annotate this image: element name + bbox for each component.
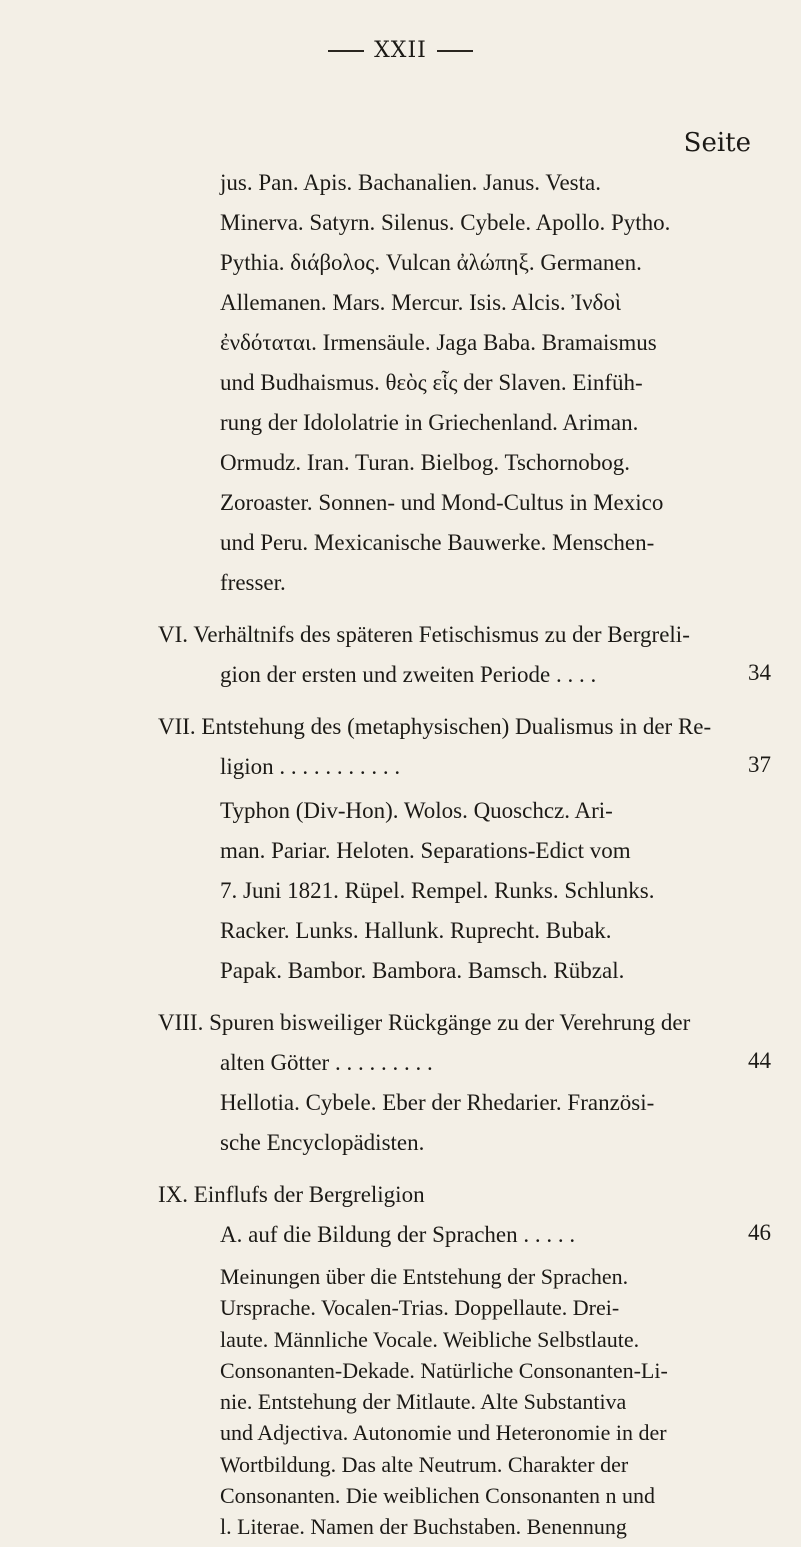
text-line: und Adjectiva. Autonomie und Heteronomie in der: [220, 1420, 667, 1445]
text-line: Zoroaster. Sonnen- und Mond-Cultus in Mexico: [220, 490, 664, 515]
text-line: rung der Idololatrie in Griechenland. Ariman.: [220, 410, 639, 435]
page-number: 34: [748, 660, 771, 685]
section-heading-vii: VII. Entstehung des (metaphysischen) Dualismus in der Re-: [158, 714, 712, 739]
text-line: und Budhaismus. θεὸς εἷς der Slaven. Einfüh-: [220, 370, 643, 395]
text-line: ἐνδόταται. Irmensäule. Jaga Baba. Bramaismus: [220, 330, 657, 355]
text-line: und Peru. Mexicanische Bauwerke. Menschen-: [220, 530, 655, 555]
page-header: [0, 38, 801, 63]
text-line: Minerva. Satyrn. Silenus. Cybele. Apollo. Pytho.: [220, 210, 671, 235]
header-rule-right: [437, 50, 473, 52]
seite-label: Seite: [683, 128, 751, 158]
text-line: Typhon (Div-Hon). Wolos. Quoschcz. Ari-: [220, 798, 613, 823]
text-line: ligion . . . . . . . . . . .: [220, 754, 401, 779]
page-number: 37: [748, 752, 771, 777]
text-line: Wortbildung. Das alte Neutrum. Charakter der: [220, 1452, 629, 1477]
text-line: l. Literae. Namen der Buchstaben. Benennung: [220, 1514, 627, 1539]
text-line: laute. Männliche Vocale. Weibliche Selbstlaute.: [220, 1327, 640, 1352]
page-number: 44: [748, 1048, 771, 1073]
section-heading-vi: VI. Verhältnifs des späteren Fetischismus zu der Bergreli-: [158, 622, 690, 647]
text-line: nie. Entstehung der Mitlaute. Alte Substantiva: [220, 1389, 627, 1414]
section-heading-viii: VIII. Spuren bisweiliger Rückgänge zu der Verehrung der: [158, 1010, 691, 1035]
text-line: Hellotia. Cybele. Eber der Rhedarier. Französi-: [220, 1090, 655, 1115]
text-line: A. auf die Bildung der Sprachen . . . . .: [220, 1222, 576, 1247]
page-number: 46: [748, 1220, 771, 1245]
text-line: Pythia. διάβολος. Vulcan ἀλώπηξ. Germanen.: [220, 250, 642, 275]
header-rule-left: [328, 50, 364, 52]
section-heading-ix: IX. Einflufs der Bergreligion: [158, 1182, 425, 1207]
text-line: Consonanten. Die weiblichen Consonanten n und: [220, 1483, 656, 1508]
text-line: Papak. Bambor. Bambora. Bamsch. Rübzal.: [220, 958, 625, 983]
text-line: fresser.: [220, 570, 286, 595]
text-line: alten Götter . . . . . . . . .: [220, 1050, 433, 1075]
page-roman-numeral: XXII: [374, 38, 427, 63]
text-line: man. Pariar. Heloten. Separations-Edict vom: [220, 838, 631, 863]
text-line: Consonanten-Dekade. Natürliche Consonanten-Li-: [220, 1358, 668, 1383]
text-line: gion der ersten und zweiten Periode . . . .: [220, 662, 597, 687]
text-line: Allemanen. Mars. Mercur. Isis. Alcis. Ἰνδοὶ: [220, 290, 622, 315]
text-line: Racker. Lunks. Hallunk. Ruprecht. Bubak.: [220, 918, 612, 943]
text-line: 7. Juni 1821. Rüpel. Rempel. Runks. Schlunks.: [220, 878, 655, 903]
text-line: jus. Pan. Apis. Bachanalien. Janus. Vesta.: [220, 170, 601, 195]
text-line: Ormudz. Iran. Turan. Bielbog. Tschornobog.: [220, 450, 631, 475]
text-line: Meinungen über die Entstehung der Sprachen.: [220, 1264, 629, 1289]
text-line: sche Encyclopädisten.: [220, 1130, 425, 1155]
text-line: Ursprache. Vocalen-Trias. Doppellaute. Drei-: [220, 1295, 620, 1320]
